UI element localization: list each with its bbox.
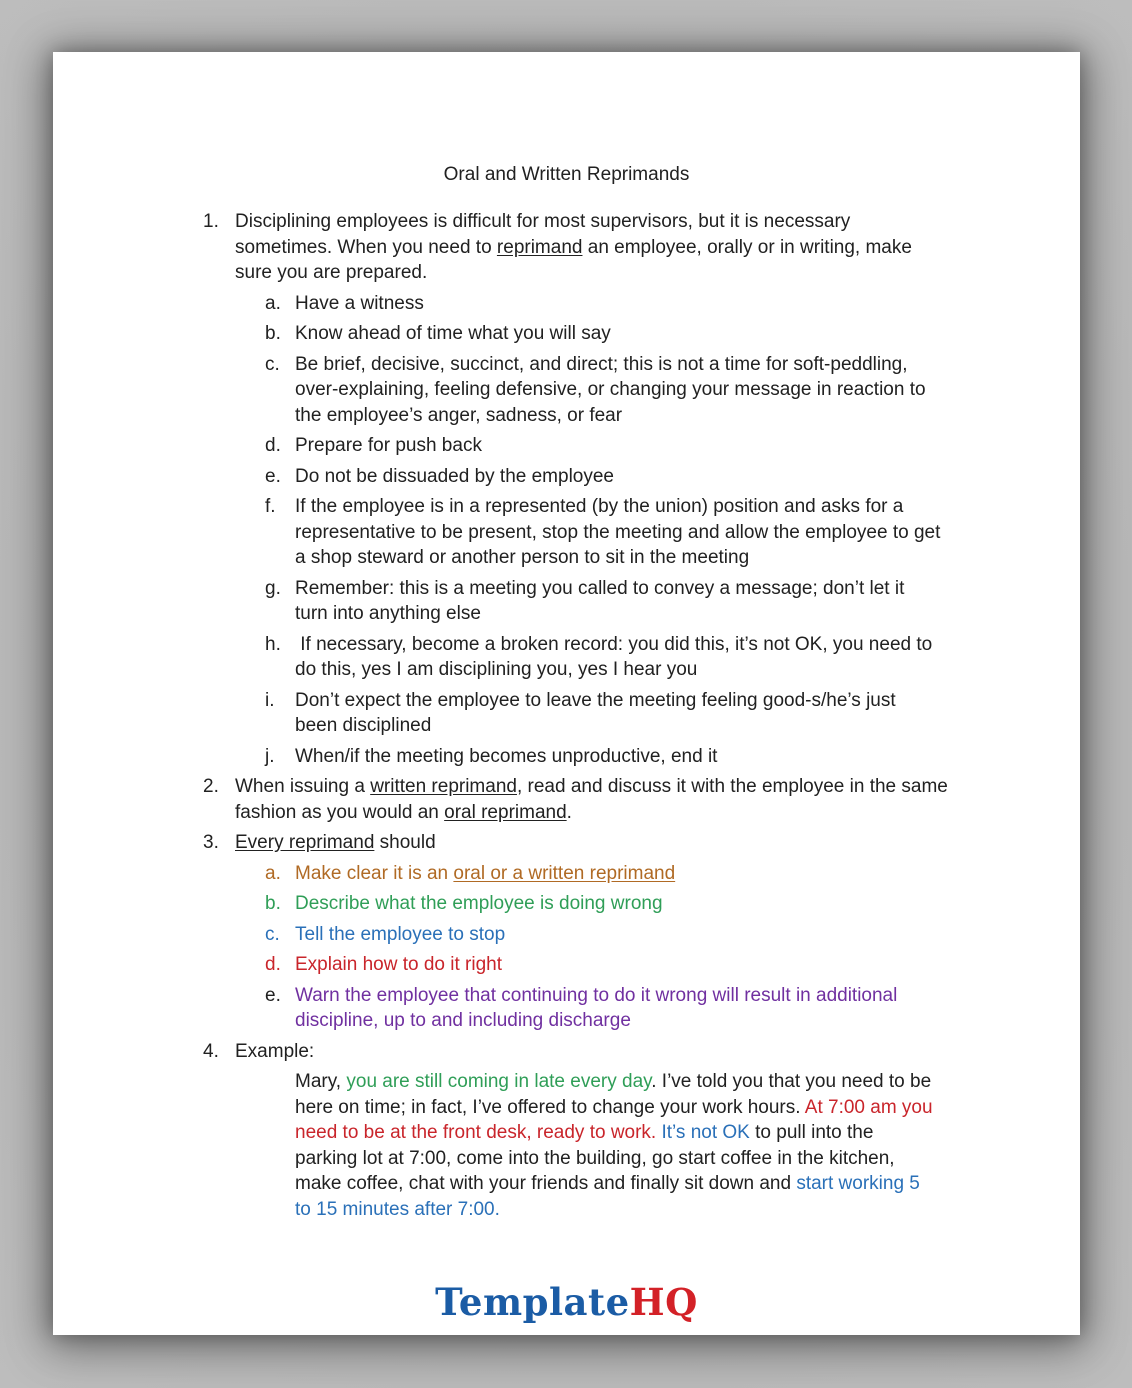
item-1-segment-1: reprimand bbox=[496, 236, 583, 258]
item-1-segment-0: Disciplining employees is difficult for most supervisors, but it is necessary sometimes. When you need to bbox=[235, 211, 851, 258]
item-1-text bbox=[235, 211, 912, 283]
item-2-segment-3: oral reprimand bbox=[444, 801, 567, 823]
item-3d-segment-0: Explain how to do it right bbox=[295, 954, 503, 975]
item-3d-text bbox=[295, 954, 502, 975]
item-1j bbox=[53, 744, 1080, 770]
item-3a-segment-0: Make clear it is an bbox=[295, 862, 454, 884]
item-1h-segment-0: If necessary, become a broken record: you did this, it’s not OK, you need to do this, yes I am disciplining you, yes I hear you bbox=[295, 633, 933, 680]
item-1h-text bbox=[295, 634, 932, 681]
item-4-segment-0: Example: bbox=[235, 1040, 315, 1062]
document-body bbox=[53, 209, 1080, 1222]
item-3c-segment-0: Tell the employee to stop bbox=[295, 923, 506, 945]
item-1f-text bbox=[295, 496, 940, 568]
logo-text-template: Template bbox=[435, 1280, 630, 1324]
item-1-segment-2: an employee, orally or in writing, make sure you are prepared. bbox=[235, 236, 912, 283]
example-paragraph-text bbox=[295, 1071, 933, 1220]
item-2-segment-2: , read and discuss it with the employee in the same fashion as you would an bbox=[235, 776, 948, 823]
example-paragraph bbox=[53, 1069, 1080, 1222]
item-3c-text bbox=[295, 924, 505, 945]
item-1g bbox=[53, 576, 1080, 627]
item-3b-text bbox=[295, 893, 663, 914]
logo-text-hq: HQ bbox=[629, 1280, 698, 1324]
item-1j-segment-0: When/if the meeting becomes unproductive, end it bbox=[295, 745, 718, 767]
item-1f bbox=[53, 494, 1080, 571]
item-1b-text bbox=[295, 323, 611, 344]
item-1g-text bbox=[295, 578, 904, 625]
item-2-text bbox=[235, 776, 948, 823]
item-1a-text bbox=[295, 293, 424, 314]
item-1j-marker: j. bbox=[265, 745, 275, 767]
item-3a-text bbox=[295, 863, 675, 884]
item-1c-marker: c. bbox=[265, 353, 280, 375]
item-2-marker: 2. bbox=[203, 776, 219, 797]
item-1 bbox=[53, 209, 1080, 286]
item-1-marker: 1. bbox=[203, 211, 219, 232]
item-1f-marker: f. bbox=[265, 496, 276, 517]
item-3a-segment-1: oral or a written reprimand bbox=[453, 862, 676, 884]
item-1d bbox=[53, 433, 1080, 459]
example-paragraph-segment-5: to pull into the parking lot at 7:00, come into the building, go start coffee in the kitchen, make coffee, chat with your friends and finally sit down and bbox=[295, 1122, 895, 1194]
item-1c-segment-0: Be brief, decisive, succinct, and direct; this is not a time for soft-peddling, over-explaining, feeling defensive, or changing your message in reaction to the employee’s anger, sadness, or fear bbox=[295, 353, 926, 426]
item-1j-text bbox=[295, 746, 717, 767]
item-1b-segment-0: Know ahead of time what you will say bbox=[295, 323, 611, 344]
item-3d-marker: d. bbox=[265, 954, 281, 975]
example-paragraph-segment-2: . I’ve told you that you need to be here on time; in fact, I’ve offered to change your work hours. bbox=[295, 1071, 932, 1118]
item-1e bbox=[53, 464, 1080, 490]
item-2-segment-1: written reprimand bbox=[370, 776, 517, 797]
item-1h bbox=[53, 632, 1080, 683]
item-2-segment-0: When issuing a bbox=[235, 776, 371, 797]
item-1e-text bbox=[295, 466, 614, 487]
document-title: Oral and Written Reprimands bbox=[443, 164, 690, 185]
item-3c-marker: c. bbox=[265, 923, 280, 945]
item-1g-segment-0: Remember: this is a meeting you called to convey a message; don’t let it turn into anything else bbox=[295, 577, 905, 624]
item-1a bbox=[53, 291, 1080, 317]
item-3e bbox=[53, 983, 1080, 1034]
item-3e-text bbox=[295, 985, 897, 1032]
example-paragraph-segment-4: It’s not OK bbox=[661, 1122, 750, 1143]
item-1e-segment-0: Do not be dissuaded by the employee bbox=[295, 465, 614, 487]
item-1b-marker: b. bbox=[265, 323, 281, 344]
item-3c bbox=[53, 922, 1080, 948]
item-2-segment-4: . bbox=[566, 801, 572, 823]
item-1c bbox=[53, 352, 1080, 429]
item-3-segment-1: should bbox=[374, 832, 436, 853]
item-3a bbox=[53, 861, 1080, 887]
item-1c-text bbox=[295, 354, 926, 426]
item-1a-segment-0: Have a witness bbox=[295, 292, 424, 314]
item-4-text bbox=[235, 1041, 314, 1062]
item-3-segment-0: Every reprimand bbox=[235, 832, 375, 853]
item-3-marker: 3. bbox=[203, 832, 219, 853]
item-1i-marker: i. bbox=[265, 689, 275, 711]
item-3d bbox=[53, 952, 1080, 978]
item-3b-segment-0: Describe what the employee is doing wrong bbox=[295, 893, 663, 914]
item-1h-marker: h. bbox=[265, 633, 281, 655]
item-1g-marker: g. bbox=[265, 577, 281, 599]
item-1e-marker: e. bbox=[265, 465, 281, 487]
item-1i-segment-0: Don’t expect the employee to leave the meeting feeling good-s/he’s just been disciplined bbox=[295, 689, 896, 736]
item-3b bbox=[53, 891, 1080, 917]
example-paragraph-segment-3: At 7:00 am you need to be at the front desk, ready to work. bbox=[295, 1096, 933, 1143]
item-3e-marker: e. bbox=[265, 984, 281, 1006]
item-4-marker: 4. bbox=[203, 1040, 219, 1062]
item-1d-segment-0: Prepare for push back bbox=[295, 435, 482, 456]
item-1d-text bbox=[295, 435, 482, 456]
item-1d-marker: d. bbox=[265, 435, 281, 456]
item-1b bbox=[53, 321, 1080, 347]
item-2 bbox=[53, 774, 1080, 825]
item-1a-marker: a. bbox=[265, 292, 281, 314]
example-paragraph-segment-1: you are still coming in late every day bbox=[346, 1071, 652, 1092]
templatehq-logo bbox=[53, 1280, 1080, 1324]
item-3 bbox=[53, 830, 1080, 856]
item-1f-segment-0: If the employee is in a represented (by the union) position and asks for a representative to be present, stop the meeting and allow the employee to get a shop steward or another person to sit in the meeting bbox=[295, 496, 941, 568]
item-1i bbox=[53, 688, 1080, 739]
document-page bbox=[53, 52, 1080, 1335]
item-3a-marker: a. bbox=[265, 862, 281, 884]
example-paragraph-segment-0: Mary, bbox=[295, 1071, 347, 1092]
example-paragraph-segment-6: start working 5 to 15 minutes after 7:00. bbox=[295, 1173, 920, 1220]
item-3b-marker: b. bbox=[265, 893, 281, 914]
item-3-text bbox=[235, 832, 436, 853]
item-1i-text bbox=[295, 690, 896, 737]
item-3e-segment-0: Warn the employee that continuing to do it wrong will result in additional discipline, up to and including discharge bbox=[295, 984, 898, 1031]
item-4 bbox=[53, 1039, 1080, 1065]
